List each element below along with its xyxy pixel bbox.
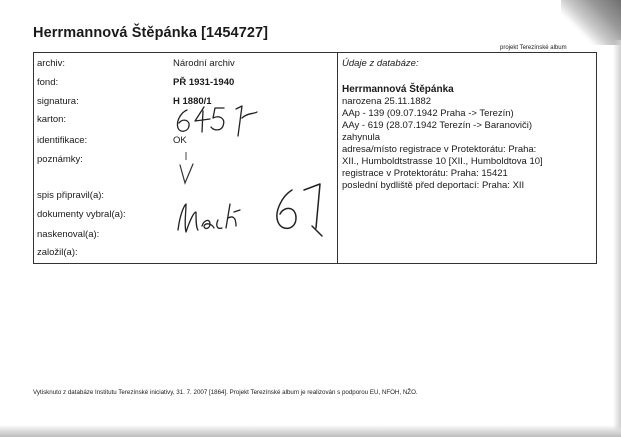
label-naskenoval: naskenoval(a): [37, 229, 100, 240]
database-line: adresa/místo registrace v Protektorátu: Praha: [342, 144, 537, 155]
database-line: zahynula [342, 132, 381, 143]
project-label: projekt Terezínské album [500, 45, 567, 51]
label-identifikace: identifikace: [37, 135, 88, 146]
check-mark-icon [180, 164, 193, 183]
database-line: registrace v Protektorátu: Praha: 15421 [342, 168, 508, 179]
database-line: XII., Humboldtstrasse 10 [XII., Humboldtova 10] [342, 156, 543, 167]
value-signatura: H 1880/1 [173, 96, 212, 107]
label-zalozil: založil(a): [37, 247, 78, 258]
value-archiv: Národní archiv [173, 58, 235, 69]
handwritten-number-61 [277, 184, 322, 236]
label-poznamky: poznámky: [37, 154, 83, 165]
label-spis-pripravil: spis připravil(a): [37, 190, 105, 201]
value-identifikace: OK [173, 135, 187, 146]
database-line: narozena 25.11.1882 [342, 96, 432, 107]
database-line: AAp - 139 (09.07.1942 Praha -> Terezín) [342, 108, 514, 119]
handwritten-signature [178, 204, 240, 232]
label-fond: fond: [37, 77, 59, 88]
label-signatura: signatura: [37, 96, 79, 107]
footer-note: Vytisknuto z databáze Institutu Terezínské iniciativy, 31. 7. 2007 [1864]. Projekt Terezínské album je realizován s podporou EU, NFOH, NŽO. [33, 389, 418, 396]
database-person-name: Herrmannová Štěpánka [342, 84, 454, 95]
label-karton: karton: [37, 114, 67, 125]
database-line: poslední bydliště před deportací: Praha: XII [342, 180, 525, 191]
database-line: AAy - 619 (28.07.1942 Terezín -> Baranoviči) [342, 120, 533, 131]
value-fond: PŘ 1931-1940 [173, 77, 235, 88]
label-archiv: archiv: [37, 58, 65, 69]
database-heading: Údaje z databáze: [342, 58, 419, 69]
handwritten-karton-number [177, 106, 257, 136]
label-dokumenty-vybral: dokumenty vybral(a): [37, 209, 126, 220]
record-title: Herrmannová Štěpánka [1454727] [33, 25, 269, 41]
